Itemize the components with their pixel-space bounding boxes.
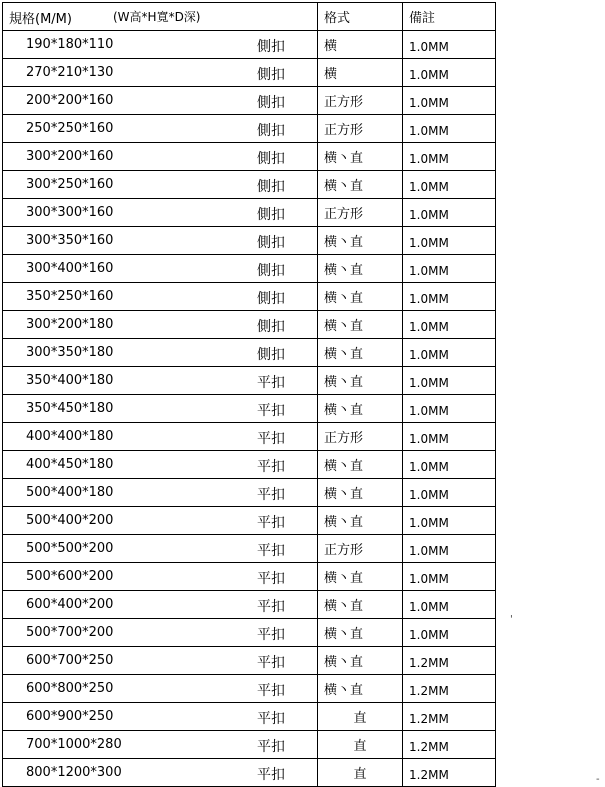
format-value: 横丶直 <box>324 599 364 614</box>
thickness-value: 1.0MM <box>409 543 449 558</box>
format-cell <box>318 591 403 619</box>
format-value: 直 <box>353 767 367 782</box>
spec-cell <box>3 535 318 563</box>
table-row <box>3 339 496 367</box>
format-value: 横丶直 <box>324 151 364 166</box>
table-row <box>3 479 496 507</box>
size-value: 190*180*110 <box>26 37 114 52</box>
table-row <box>3 507 496 535</box>
fastening-type: 側扣 <box>257 347 285 363</box>
size-value: 600*800*250 <box>26 681 114 696</box>
fastening-type: 平扣 <box>257 403 285 419</box>
format-value: 横丶直 <box>324 515 364 530</box>
format-cell <box>318 339 403 367</box>
spec-cell <box>3 479 318 507</box>
note-cell <box>403 647 496 675</box>
thickness-value: 1.2MM <box>409 711 449 726</box>
size-value: 350*450*180 <box>26 401 114 416</box>
format-cell <box>318 367 403 395</box>
fastening-type: 側扣 <box>257 95 285 111</box>
stray-mark: - <box>596 774 600 785</box>
size-value: 500*400*200 <box>26 513 114 528</box>
spec-cell <box>3 227 318 255</box>
header-format-label: 格式 <box>324 11 351 26</box>
thickness-value: 1.0MM <box>409 431 449 446</box>
table-row <box>3 647 496 675</box>
size-value: 200*200*160 <box>26 93 114 108</box>
fastening-type: 側扣 <box>257 67 285 83</box>
fastening-type: 平扣 <box>257 599 285 615</box>
fastening-type: 側扣 <box>257 207 285 223</box>
note-cell <box>403 31 496 59</box>
format-value: 横丶直 <box>324 459 364 474</box>
spec-cell <box>3 703 318 731</box>
fastening-type: 平扣 <box>257 543 285 559</box>
table-row <box>3 591 496 619</box>
header-spec-dimensions: (W高*H寬*D深) <box>113 10 201 24</box>
thickness-value: 1.0MM <box>409 151 449 166</box>
spec-cell <box>3 647 318 675</box>
note-cell <box>403 339 496 367</box>
format-value: 正方形 <box>324 123 364 138</box>
thickness-value: 1.0MM <box>409 123 449 138</box>
note-cell <box>403 395 496 423</box>
spec-cell <box>3 143 318 171</box>
format-cell <box>318 479 403 507</box>
format-cell <box>318 535 403 563</box>
spec-cell <box>3 395 318 423</box>
note-cell <box>403 535 496 563</box>
spec-cell <box>3 31 318 59</box>
format-cell <box>318 115 403 143</box>
fastening-type: 側扣 <box>257 179 285 195</box>
format-cell <box>318 311 403 339</box>
table-row <box>3 395 496 423</box>
format-value: 横丶直 <box>324 571 364 586</box>
table-row <box>3 283 496 311</box>
size-value: 300*400*160 <box>26 261 114 276</box>
table-row <box>3 759 496 787</box>
size-value: 600*400*200 <box>26 597 114 612</box>
table-row <box>3 731 496 759</box>
spec-cell <box>3 339 318 367</box>
size-value: 350*400*180 <box>26 373 114 388</box>
fastening-type: 平扣 <box>257 431 285 447</box>
thickness-value: 1.0MM <box>409 291 449 306</box>
format-value: 横丶直 <box>324 627 364 642</box>
format-value: 横丶直 <box>324 683 364 698</box>
format-cell <box>318 647 403 675</box>
table-row <box>3 423 496 451</box>
spec-cell <box>3 591 318 619</box>
format-value: 横丶直 <box>324 487 364 502</box>
table-row <box>3 255 496 283</box>
spec-cell <box>3 59 318 87</box>
size-value: 300*250*160 <box>26 177 114 192</box>
format-cell <box>318 59 403 87</box>
format-cell <box>318 423 403 451</box>
format-value: 横 <box>324 39 338 54</box>
spec-cell <box>3 423 318 451</box>
format-cell <box>318 675 403 703</box>
table-row <box>3 199 496 227</box>
note-cell <box>403 143 496 171</box>
spec-cell <box>3 87 318 115</box>
note-cell <box>403 367 496 395</box>
note-cell <box>403 563 496 591</box>
spec-cell <box>3 619 318 647</box>
format-cell <box>318 283 403 311</box>
table-row <box>3 115 496 143</box>
table-row <box>3 171 496 199</box>
size-value: 400*400*180 <box>26 429 114 444</box>
format-value: 正方形 <box>324 95 364 110</box>
note-cell <box>403 227 496 255</box>
fastening-type: 平扣 <box>257 627 285 643</box>
size-value: 400*450*180 <box>26 457 114 472</box>
note-cell <box>403 255 496 283</box>
note-cell <box>403 479 496 507</box>
format-value: 横 <box>324 67 338 82</box>
format-cell <box>318 171 403 199</box>
fastening-type: 側扣 <box>257 291 285 307</box>
size-value: 300*200*180 <box>26 317 114 332</box>
note-cell <box>403 619 496 647</box>
note-cell <box>403 423 496 451</box>
header-cell-format <box>318 3 403 31</box>
thickness-value: 1.0MM <box>409 319 449 334</box>
note-cell <box>403 507 496 535</box>
table-row <box>3 619 496 647</box>
format-value: 正方形 <box>324 207 364 222</box>
fastening-type: 平扣 <box>257 459 285 475</box>
size-value: 300*300*160 <box>26 205 114 220</box>
fastening-type: 平扣 <box>257 767 285 783</box>
spec-cell <box>3 675 318 703</box>
fastening-type: 側扣 <box>257 319 285 335</box>
table-row <box>3 535 496 563</box>
size-value: 300*200*160 <box>26 149 114 164</box>
table-row <box>3 703 496 731</box>
note-cell <box>403 759 496 787</box>
size-value: 500*600*200 <box>26 569 114 584</box>
thickness-value: 1.0MM <box>409 375 449 390</box>
format-value: 直 <box>353 711 367 726</box>
table-row <box>3 451 496 479</box>
format-cell <box>318 255 403 283</box>
note-cell <box>403 171 496 199</box>
spec-cell <box>3 171 318 199</box>
format-value: 横丶直 <box>324 403 364 418</box>
table-row <box>3 367 496 395</box>
spec-cell <box>3 563 318 591</box>
format-cell <box>318 507 403 535</box>
format-value: 横丶直 <box>324 319 364 334</box>
spec-cell <box>3 451 318 479</box>
thickness-value: 1.0MM <box>409 179 449 194</box>
thickness-value: 1.0MM <box>409 515 449 530</box>
format-cell <box>318 563 403 591</box>
table-row <box>3 563 496 591</box>
thickness-value: 1.2MM <box>409 739 449 754</box>
size-value: 600*700*250 <box>26 653 114 668</box>
format-value: 横丶直 <box>324 179 364 194</box>
thickness-value: 1.2MM <box>409 655 449 670</box>
format-cell <box>318 31 403 59</box>
spec-cell <box>3 115 318 143</box>
format-cell <box>318 703 403 731</box>
format-cell <box>318 619 403 647</box>
fastening-type: 平扣 <box>257 739 285 755</box>
size-value: 270*210*130 <box>26 65 114 80</box>
format-cell <box>318 759 403 787</box>
fastening-type: 側扣 <box>257 39 285 55</box>
size-value: 700*1000*280 <box>26 737 122 752</box>
spec-cell <box>3 507 318 535</box>
size-value: 500*400*180 <box>26 485 114 500</box>
note-cell <box>403 591 496 619</box>
format-cell <box>318 87 403 115</box>
format-value: 正方形 <box>324 431 364 446</box>
thickness-value: 1.0MM <box>409 39 449 54</box>
header-note-label: 備註 <box>409 11 436 26</box>
thickness-value: 1.0MM <box>409 599 449 614</box>
thickness-value: 1.0MM <box>409 459 449 474</box>
size-value: 500*500*200 <box>26 541 114 556</box>
size-value: 350*250*160 <box>26 289 114 304</box>
fastening-type: 側扣 <box>257 263 285 279</box>
note-cell <box>403 703 496 731</box>
size-value: 500*700*200 <box>26 625 114 640</box>
header-spec-title: 規格(M/M) <box>9 12 72 27</box>
format-cell <box>318 143 403 171</box>
header-cell-spec <box>3 3 318 31</box>
spec-cell <box>3 367 318 395</box>
table-header-row <box>3 3 496 31</box>
fastening-type: 側扣 <box>257 235 285 251</box>
note-cell <box>403 199 496 227</box>
spec-cell <box>3 199 318 227</box>
format-value: 横丶直 <box>324 347 364 362</box>
format-value: 横丶直 <box>324 655 364 670</box>
format-value: 直 <box>353 739 367 754</box>
format-cell <box>318 199 403 227</box>
spec-cell <box>3 283 318 311</box>
table-row <box>3 227 496 255</box>
spec-table <box>2 2 496 787</box>
note-cell <box>403 451 496 479</box>
thickness-value: 1.0MM <box>409 627 449 642</box>
fastening-type: 平扣 <box>257 375 285 391</box>
fastening-type: 平扣 <box>257 515 285 531</box>
format-cell <box>318 451 403 479</box>
table-row <box>3 675 496 703</box>
size-value: 600*900*250 <box>26 709 114 724</box>
thickness-value: 1.0MM <box>409 263 449 278</box>
fastening-type: 平扣 <box>257 711 285 727</box>
size-value: 300*350*160 <box>26 233 114 248</box>
fastening-type: 平扣 <box>257 655 285 671</box>
thickness-value: 1.0MM <box>409 95 449 110</box>
table-row <box>3 31 496 59</box>
format-cell <box>318 731 403 759</box>
thickness-value: 1.0MM <box>409 487 449 502</box>
spec-table-body <box>3 3 496 787</box>
thickness-value: 1.0MM <box>409 235 449 250</box>
stray-mark: ' <box>510 614 513 625</box>
thickness-value: 1.0MM <box>409 67 449 82</box>
table-row <box>3 311 496 339</box>
note-cell <box>403 115 496 143</box>
table-row <box>3 59 496 87</box>
thickness-value: 1.2MM <box>409 767 449 782</box>
spec-cell <box>3 759 318 787</box>
thickness-value: 1.0MM <box>409 571 449 586</box>
note-cell <box>403 311 496 339</box>
note-cell <box>403 87 496 115</box>
table-row <box>3 143 496 171</box>
fastening-type: 側扣 <box>257 123 285 139</box>
note-cell <box>403 675 496 703</box>
spec-cell <box>3 731 318 759</box>
fastening-type: 平扣 <box>257 683 285 699</box>
format-value: 横丶直 <box>324 291 364 306</box>
fastening-type: 平扣 <box>257 487 285 503</box>
header-cell-note <box>403 3 496 31</box>
fastening-type: 側扣 <box>257 151 285 167</box>
fastening-type: 平扣 <box>257 571 285 587</box>
note-cell <box>403 731 496 759</box>
thickness-value: 1.2MM <box>409 683 449 698</box>
thickness-value: 1.0MM <box>409 403 449 418</box>
size-value: 300*350*180 <box>26 345 114 360</box>
thickness-value: 1.0MM <box>409 347 449 362</box>
size-value: 800*1200*300 <box>26 765 122 780</box>
table-row <box>3 87 496 115</box>
spec-cell <box>3 255 318 283</box>
format-value: 横丶直 <box>324 235 364 250</box>
format-cell <box>318 395 403 423</box>
note-cell <box>403 59 496 87</box>
note-cell <box>403 283 496 311</box>
format-value: 正方形 <box>324 543 364 558</box>
format-value: 横丶直 <box>324 263 364 278</box>
format-value: 横丶直 <box>324 375 364 390</box>
format-cell <box>318 227 403 255</box>
spec-cell <box>3 311 318 339</box>
thickness-value: 1.0MM <box>409 207 449 222</box>
size-value: 250*250*160 <box>26 121 114 136</box>
